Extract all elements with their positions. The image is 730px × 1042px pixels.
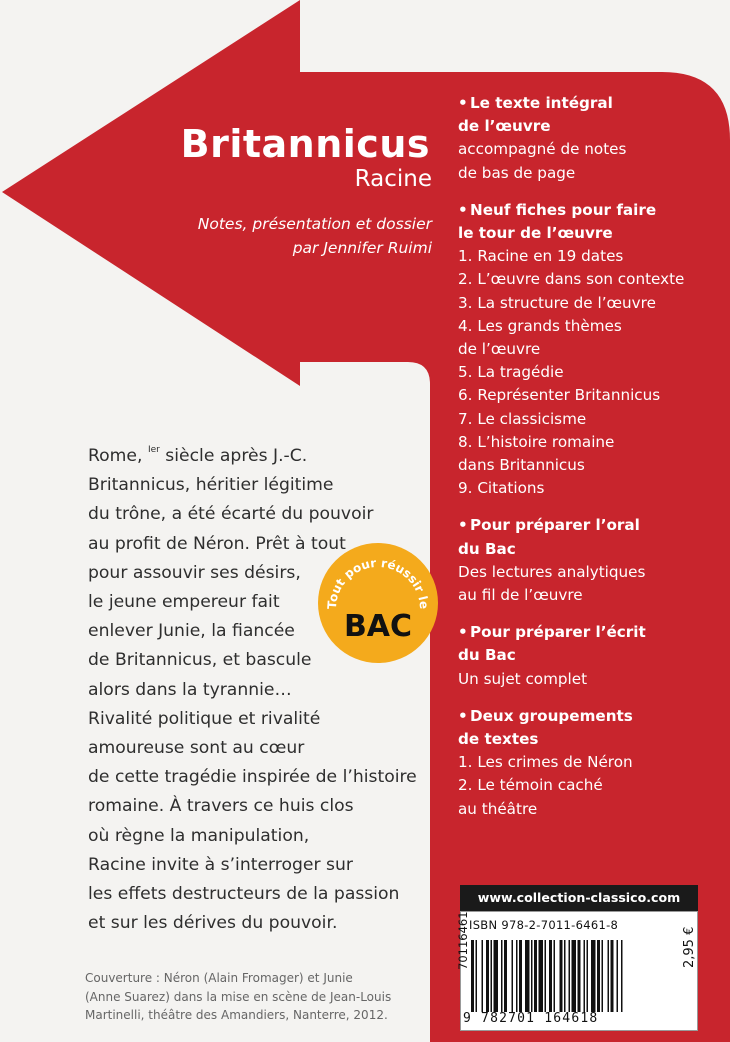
- toc-item: 2. Le témoin caché: [458, 776, 603, 795]
- bullet-icon: •: [458, 516, 468, 535]
- book-summary: [88, 442, 418, 938]
- price-label: 2,95 €: [682, 926, 697, 968]
- barcode-bar: [504, 940, 507, 1012]
- barcode-bar: [516, 940, 518, 1012]
- toc-heading: • Neuf fiches pour faire: [458, 199, 720, 222]
- caption-line: Couverture : Néron (Alain Fromager) et Junie: [85, 971, 353, 985]
- barcode-bar: [621, 940, 623, 1012]
- summary-line: Racine invite à s’interroger sur: [88, 854, 353, 875]
- credits-line: Notes, présentation et dossier: [197, 215, 432, 233]
- summary-line: les effets destructeurs de la passion: [88, 884, 400, 905]
- toc-section: [458, 514, 720, 607]
- toc-heading: du Bac: [458, 646, 516, 665]
- barcode-bar: [602, 940, 604, 1012]
- toc-item: 9. Citations: [458, 479, 545, 498]
- bullet-icon: •: [458, 94, 468, 112]
- barcode-bar: [512, 940, 514, 1012]
- summary-line: de cette tragédie inspirée de l’histoire: [88, 767, 417, 788]
- barcode-bar: [534, 940, 537, 1012]
- toc-item: 2. L’œuvre dans son contexte: [458, 270, 685, 289]
- svg-text:Tout pour réussir le: [325, 556, 431, 610]
- website-label: www.collection-classico.com: [460, 885, 698, 911]
- summary-line: Rome, $^{Ier}$ siècle après J.-C.: [88, 445, 308, 466]
- toc-item: 7. Le classicisme: [458, 409, 587, 428]
- barcode-bar: [531, 940, 533, 1012]
- barcode-bar: [491, 940, 493, 1012]
- badge-main: BAC: [343, 609, 413, 644]
- toc-section: [458, 199, 720, 501]
- summary-line: enlever Junie, la fiancée: [88, 621, 295, 642]
- toc-item: accompagné de notes: [458, 140, 627, 159]
- barcode-bar: [587, 940, 589, 1012]
- toc-item: 6. Représenter Britannicus: [458, 386, 661, 405]
- barcode-bar: [564, 940, 566, 1012]
- barcode-bar: [569, 940, 571, 1012]
- barcode-bar: [597, 940, 600, 1012]
- toc-item: 1. Racine en 19 dates: [458, 247, 624, 266]
- barcode-bar: [608, 940, 610, 1012]
- toc-section: [458, 705, 720, 821]
- barcode-bar: [584, 940, 586, 1012]
- summary-line: alors dans la tyrannie…: [88, 679, 292, 700]
- toc-heading: • Pour préparer l’écrit: [458, 621, 720, 644]
- toc-item: Un sujet complet: [458, 669, 588, 688]
- ean-number: 9 782701 164618: [463, 1011, 599, 1026]
- barcode-bar: [494, 940, 499, 1012]
- barcode-bar: [486, 940, 489, 1012]
- toc-item: de bas de page: [458, 163, 576, 182]
- isbn-label: ISBN 978-2-7011-6461-8: [469, 918, 619, 932]
- summary-line: où règne la manipulation,: [88, 825, 310, 846]
- table-of-contents: [458, 92, 720, 835]
- toc-item: 1. Les crimes de Néron: [458, 753, 633, 772]
- toc-item: 3. La structure de l’œuvre: [458, 293, 656, 312]
- toc-item: de l’œuvre: [458, 340, 541, 359]
- caption-line: (Anne Suarez) dans la mise en scène de Jean-Louis: [85, 989, 392, 1004]
- badge-arc-label: Tout pour réussir le: [324, 555, 432, 610]
- bullet-icon: •: [458, 200, 468, 219]
- barcode-bar: [525, 940, 530, 1012]
- bac-badge: [318, 543, 438, 663]
- toc-item: 8. L’histoire romaine: [458, 432, 615, 451]
- barcode-bar: [545, 940, 547, 1012]
- toc-item: 4. Les grands thèmes: [458, 316, 622, 335]
- toc-heading: • Le texte intégral: [458, 92, 720, 115]
- book-credits: [112, 212, 432, 260]
- barcode-bar: [591, 940, 596, 1012]
- barcode-bar: [578, 940, 581, 1012]
- summary-line: pour assouvir ses désirs,: [88, 562, 301, 583]
- barcode-bar: [572, 940, 577, 1012]
- toc-item: Des lectures analytiques: [458, 562, 646, 581]
- toc-item: au fil de l’œuvre: [458, 586, 583, 605]
- barcode-bar: [617, 940, 619, 1012]
- barcode-bar: [611, 940, 614, 1012]
- summary-line: et sur les dérives du pouvoir.: [88, 913, 338, 934]
- barcode-bar: [549, 940, 552, 1012]
- summary-line: Rivalité politique et rivalité: [88, 708, 321, 729]
- toc-heading: de textes: [458, 730, 539, 749]
- book-author: Racine: [354, 166, 432, 192]
- barcode-bar: [539, 940, 544, 1012]
- barcode-bar: [476, 940, 478, 1012]
- toc-heading: de l’œuvre: [458, 117, 551, 136]
- bullet-icon: •: [458, 706, 468, 725]
- cover-caption: [85, 969, 415, 1025]
- toc-section: [458, 621, 720, 691]
- barcode-bar: [501, 940, 503, 1012]
- barcode-panel: [460, 911, 698, 1031]
- book-title: Britannicus: [180, 122, 430, 166]
- toc-heading: du Bac: [458, 539, 516, 558]
- toc-heading: • Pour préparer l’oral: [458, 514, 720, 537]
- credits-line: par Jennifer Ruimi: [292, 239, 432, 257]
- summary-line: romaine. À travers ce huis clos: [88, 796, 354, 817]
- summary-line: Britannicus, héritier légitime: [88, 475, 334, 496]
- toc-heading: • Deux groupements: [458, 705, 720, 728]
- summary-line: amoureuse sont au cœur: [88, 738, 305, 759]
- caption-line: Martinelli, théâtre des Amandiers, Nanterre, 2012.: [85, 1008, 388, 1022]
- summary-line: du trône, a été écarté du pouvoir: [88, 504, 374, 525]
- toc-heading: le tour de l’œuvre: [458, 224, 613, 243]
- badge-arc-text: [318, 543, 438, 663]
- barcode-icon: [467, 940, 677, 1012]
- ordinal: Ier: [147, 445, 160, 456]
- toc-item: au théâtre: [458, 799, 538, 818]
- product-code: 70116461: [456, 911, 470, 970]
- summary-line: le jeune empereur fait: [88, 592, 280, 613]
- toc-item: dans Britannicus: [458, 456, 585, 475]
- toc-item: 5. La tragédie: [458, 363, 564, 382]
- toc-section: [458, 92, 720, 185]
- bullet-icon: •: [458, 623, 468, 642]
- barcode-bar: [560, 940, 563, 1012]
- barcode-bar: [482, 940, 484, 1012]
- barcode-bar: [519, 940, 522, 1012]
- barcode-bar: [554, 940, 556, 1012]
- summary-line: de Britannicus, et bascule: [88, 650, 312, 671]
- barcode-bar: [471, 940, 474, 1012]
- summary-line: au profit de Néron. Prêt à tout: [88, 533, 346, 554]
